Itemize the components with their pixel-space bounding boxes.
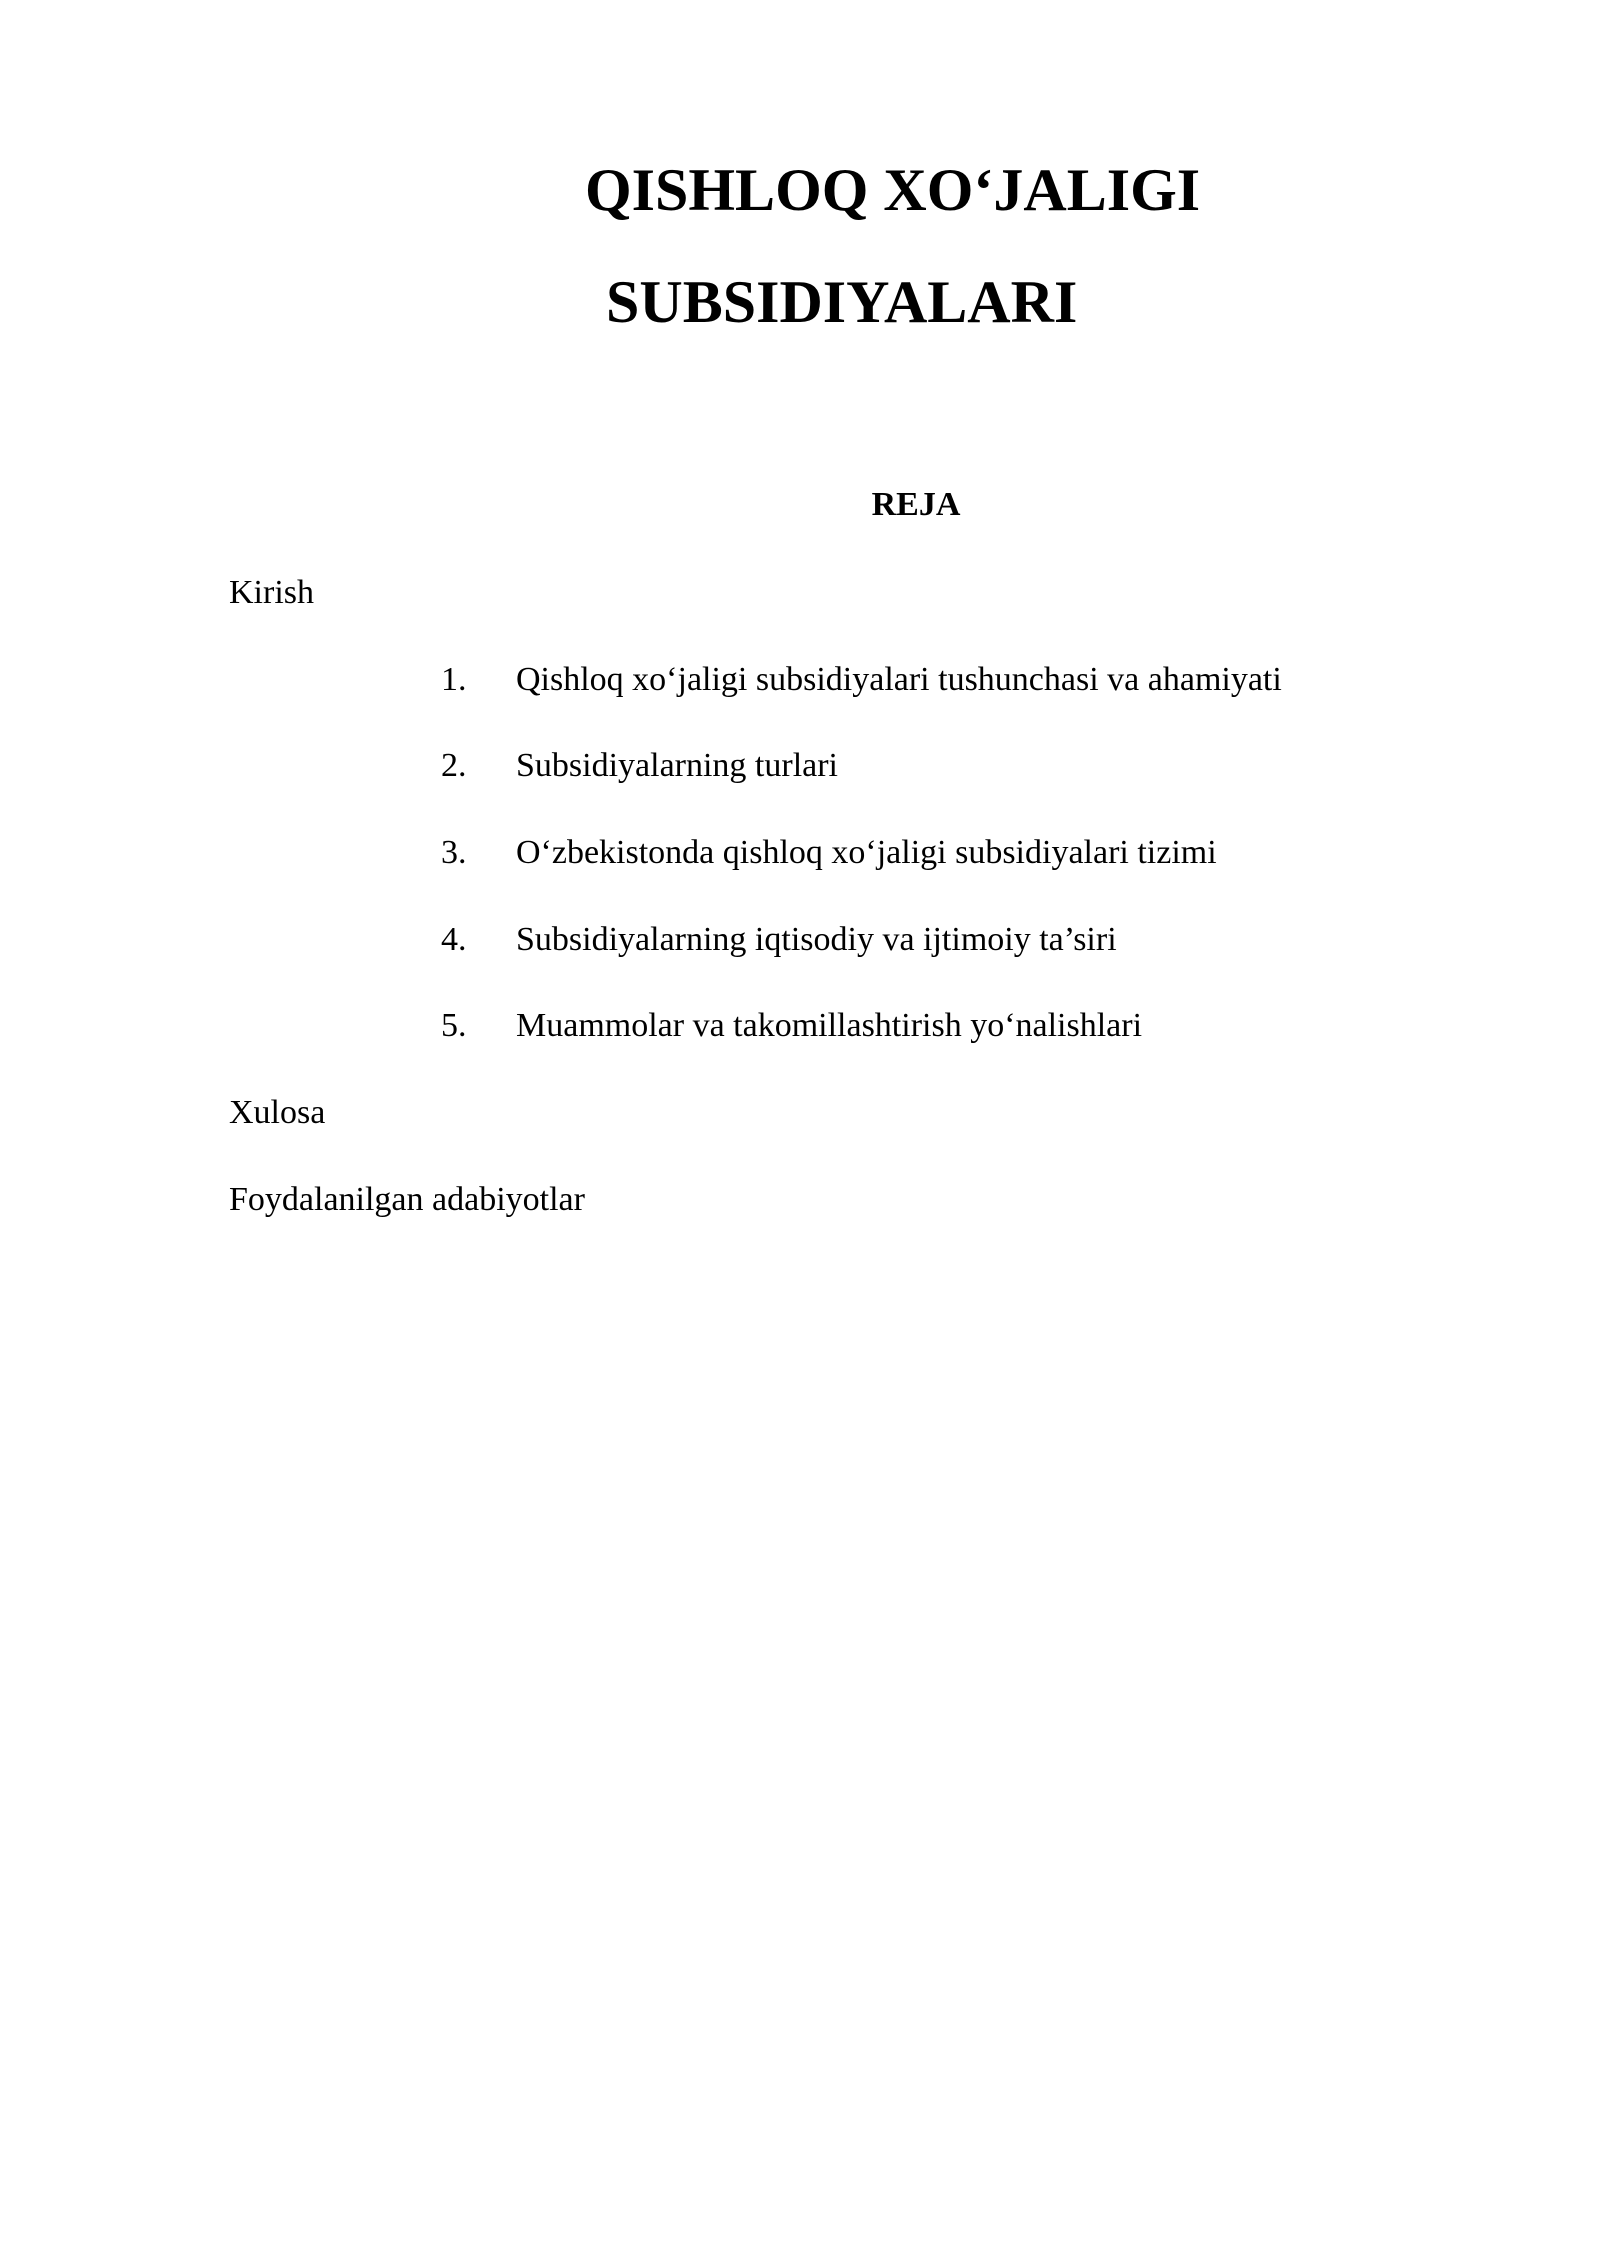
outline-number: 5.	[441, 1007, 467, 1044]
plan-heading: REJA	[871, 486, 961, 523]
outline-text: O‘zbekistonda qishloq xo‘jaligi subsidiyalari tizimi	[516, 834, 1217, 871]
outline-text: Qishloq xo‘jaligi subsidiyalari tushunchasi va ahamiyati	[516, 661, 1282, 698]
outline-item	[0, 663, 1400, 703]
conclusion-heading: Xulosa	[229, 1094, 326, 1131]
outline-number: 3.	[441, 834, 467, 871]
outline-item	[0, 923, 1400, 963]
document-title-line-2: SUBSIDIYALARI	[606, 269, 1078, 335]
document-title-line-1: QISHLOQ XO‘JALIGI	[585, 157, 1201, 223]
outline-number: 2.	[441, 747, 467, 784]
outline-text: Subsidiyalarning turlari	[516, 747, 839, 784]
outline-text: Subsidiyalarning iqtisodiy va ijtimoiy ta’siri	[516, 921, 1117, 958]
outline-item	[0, 836, 1400, 876]
references-heading: Foydalanilgan adabiyotlar	[229, 1181, 585, 1218]
outline-item	[0, 1009, 1400, 1049]
outline-text: Muammolar va takomillashtirish yo‘nalishlari	[516, 1007, 1143, 1044]
outline-number: 1.	[441, 661, 467, 698]
outline-item	[0, 749, 1400, 789]
introduction-heading: Kirish	[229, 574, 314, 611]
outline-number: 4.	[441, 921, 467, 958]
